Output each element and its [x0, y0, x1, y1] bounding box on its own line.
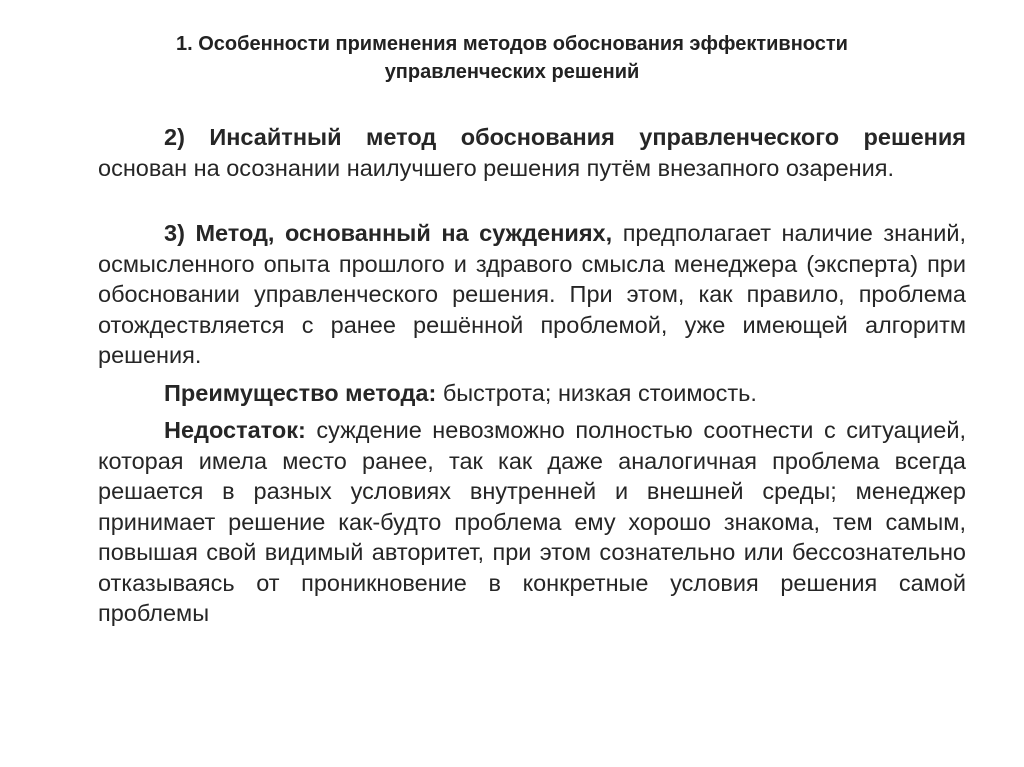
title-line-2: управленческих решений [384, 61, 640, 83]
title-line-1: 1. Особенности применения методов обоснования эффективности [176, 33, 848, 55]
paragraph-disadvantage [98, 415, 966, 629]
disadvantage-heading: Недостаток: [164, 417, 306, 443]
judgment-method-heading: 3) Метод, основанный на суждениях, [164, 220, 613, 246]
disadvantage-text: суждение невозможно полностью соотнести с ситуацией, которая имела место ранее, так как даже аналогичная проблема всегда решается в разных условиях внутренней и внешней среды; менеджер принимает решение как-будто проблема ему хорошо знакома, тем самым, повышая свой видимый авторитет, при этом сознательно или бессознательно отказываясь от проникновение в конкретные условия решения самой проблемы [98, 417, 966, 626]
slide-body [98, 122, 966, 629]
paragraph-insight-method [98, 122, 966, 183]
insight-method-heading: 2) Инсайтный метод обоснования управленческого решения [164, 124, 966, 150]
slide-title [60, 30, 964, 86]
paragraph-judgment-method [98, 218, 966, 371]
judgment-method-text: предполагает наличие знаний, осмысленного опыта прошлого и здравого смысла менеджера (эксперта) при обосновании управленческого решения. При этом, как правило, проблема отождествляется с ранее решённой проблемой, уже имеющей алгоритм решения. [98, 220, 966, 368]
advantage-heading: Преимущество метода: [164, 379, 437, 406]
advantage-text: быстрота; низкая стоимость. [436, 379, 757, 406]
paragraph-advantage [98, 378, 966, 409]
insight-method-text: основан на осознании наилучшего решения путём внезапного озарения. [98, 154, 895, 181]
